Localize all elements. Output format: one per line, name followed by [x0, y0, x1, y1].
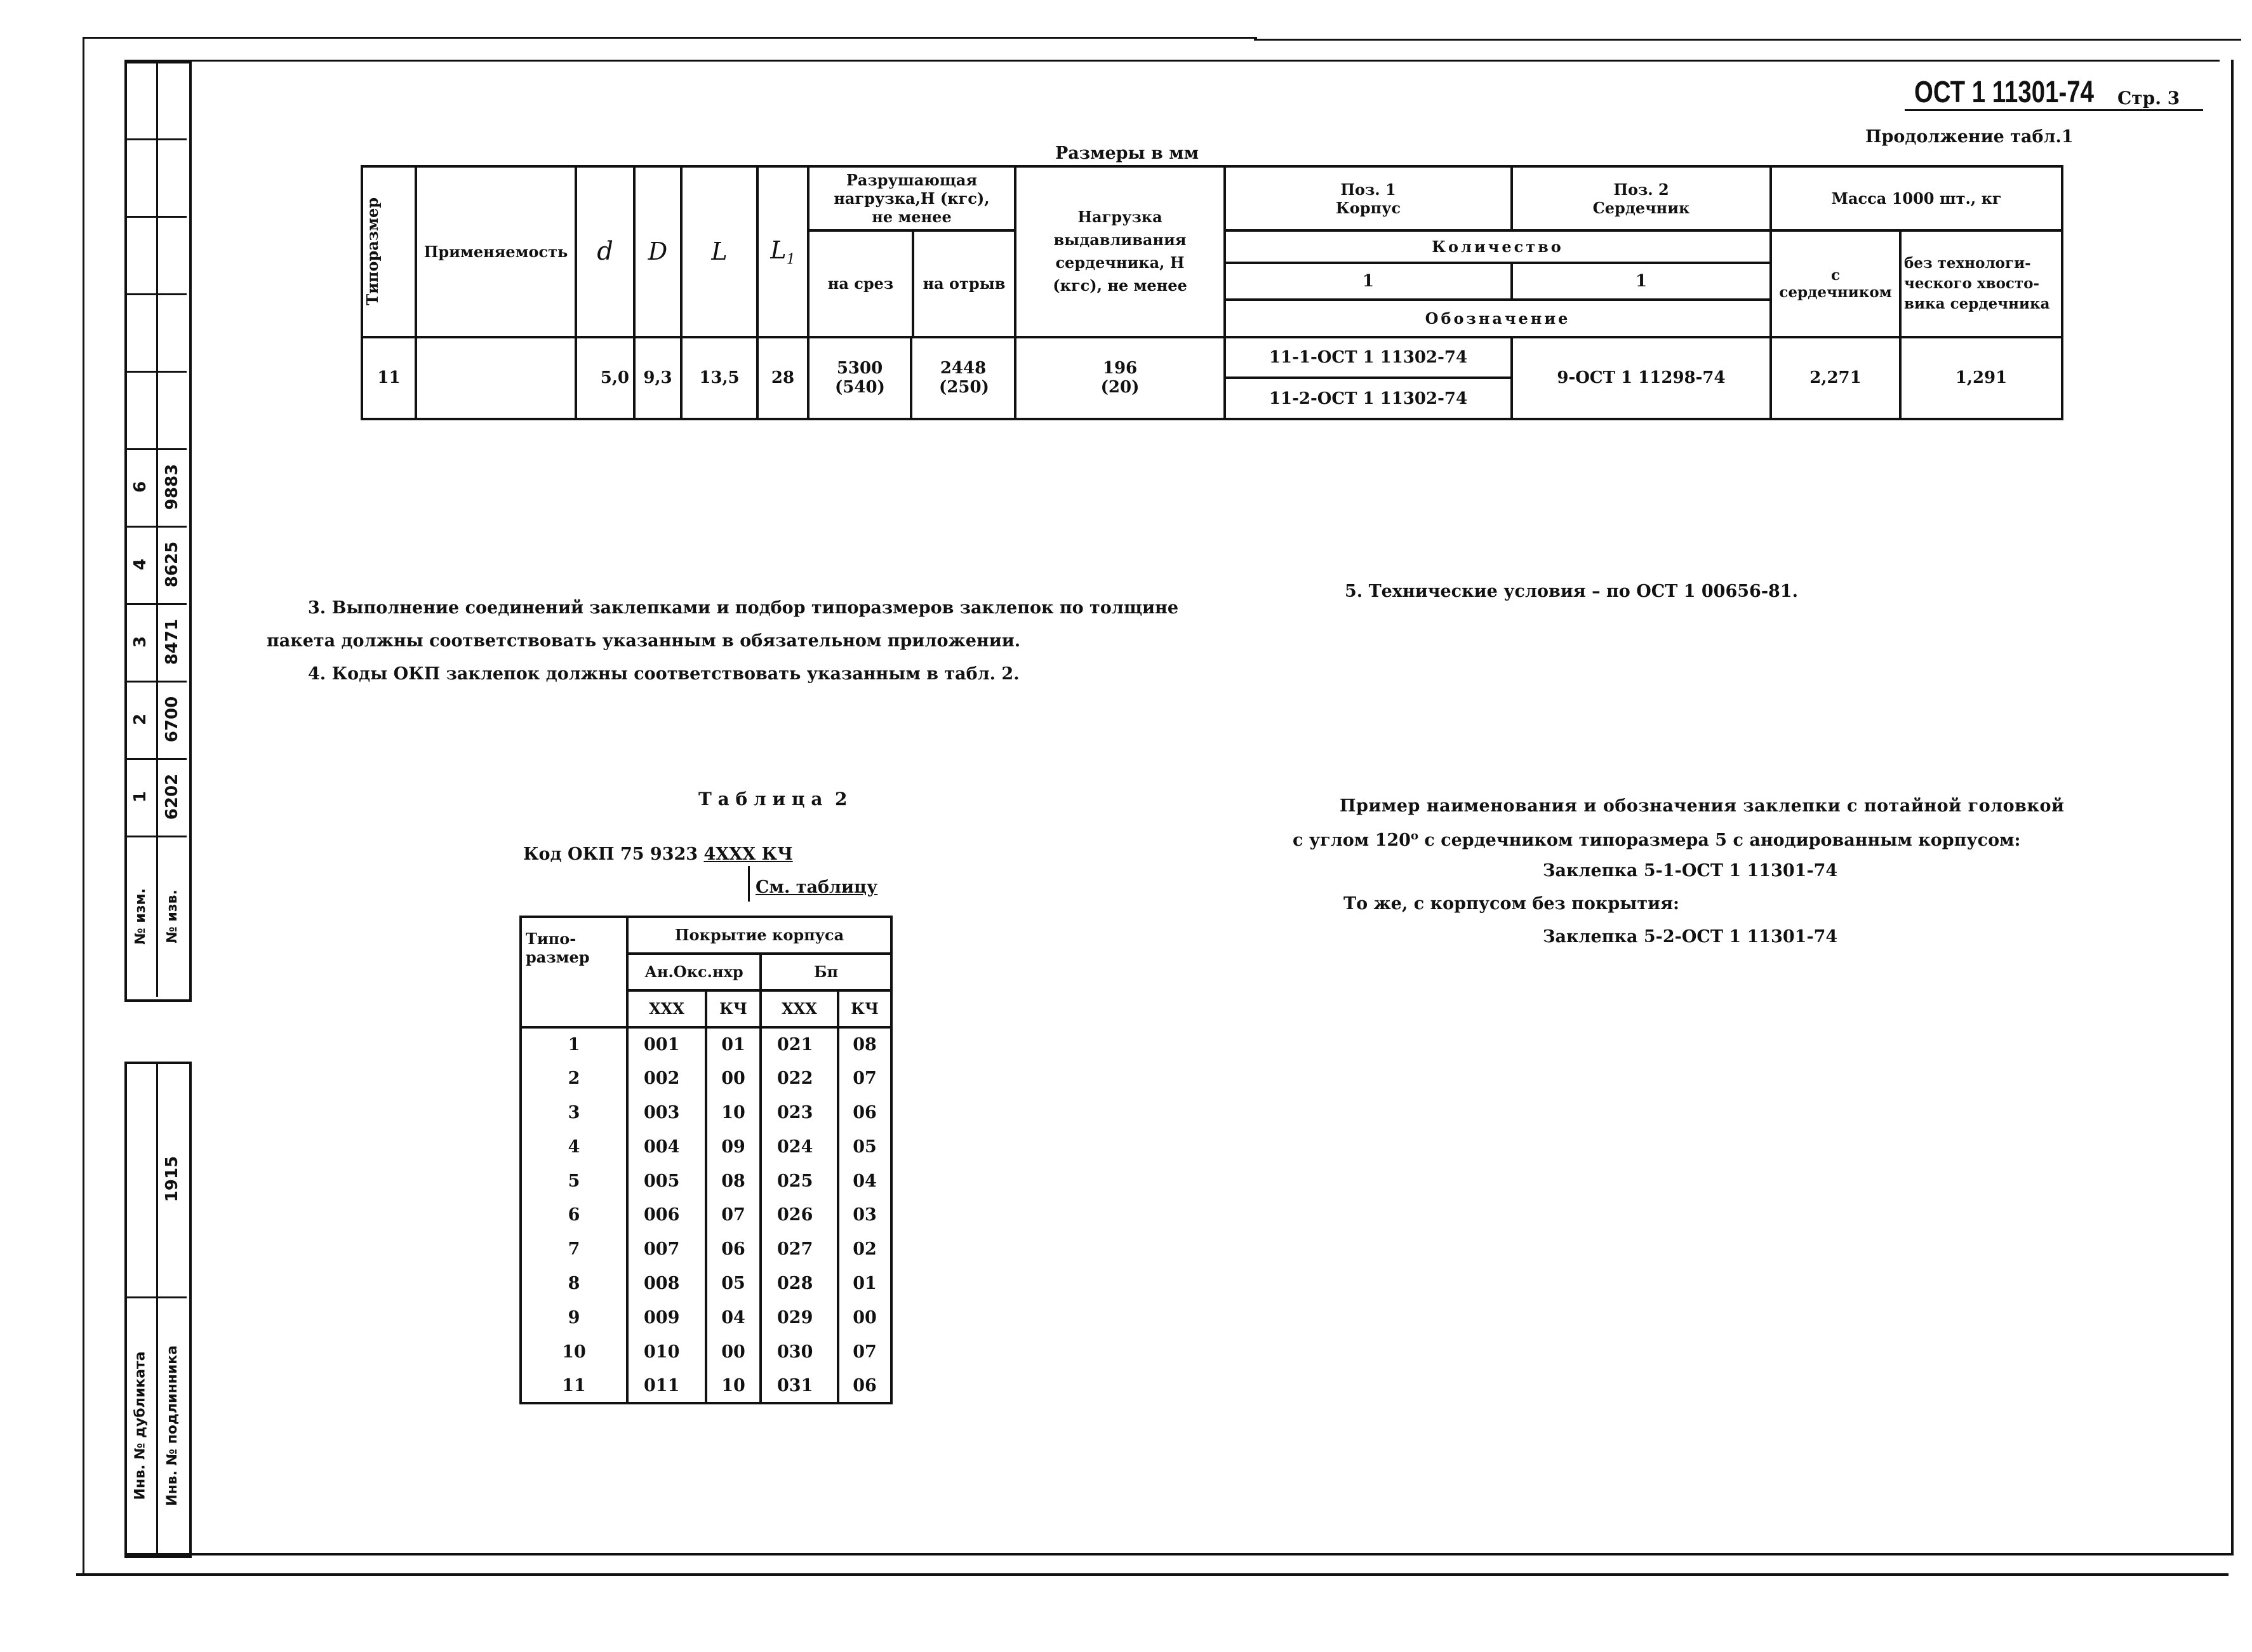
registry-row-line [124, 371, 187, 373]
change-doc: 6202 [163, 773, 182, 820]
okp-code-suffix: 4XXX КЧ [703, 844, 793, 864]
t2-cell-bp-xxx: 027 [761, 1232, 838, 1267]
t2-cell-an-kch: 05 [706, 1267, 761, 1301]
original-number-cell [158, 1062, 187, 1296]
col-tear-header: на отрыв [923, 274, 1006, 293]
t2-cell-bp-kch: 06 [838, 1096, 891, 1130]
t2-cell-bp-kch: 02 [838, 1232, 891, 1267]
example-line-2-a: с углом 120 [1293, 830, 1411, 850]
cell-push: 196 (20) [1015, 337, 1225, 419]
t2-cell-an-xxx: 001 [627, 1027, 706, 1062]
col-pos1-header: Поз. 1 Корпус [1225, 166, 1512, 230]
t2-cell-an-kch: 00 [706, 1335, 761, 1369]
change-doc-cell [158, 448, 187, 526]
t2-cell-an-xxx: 003 [627, 1096, 706, 1130]
change-izm: 6 [131, 481, 150, 493]
col-pos2-header: Поз. 2 Сердечник [1512, 166, 1771, 230]
cell-pos2: 9-ОСТ 1 11298-74 [1512, 337, 1771, 419]
table-row [521, 1267, 891, 1301]
izv-label-cell [158, 836, 187, 997]
change-izm: 4 [131, 558, 150, 571]
change-izm: 2 [131, 713, 150, 726]
dup-label-cell [124, 1298, 156, 1553]
t2-cell-an-xxx: 010 [627, 1335, 706, 1369]
table-row [521, 1096, 891, 1130]
example-line-5: Заклепка 5-2-ОСТ 1 11301-74 [1543, 927, 1838, 947]
cell-L1: 28 [757, 337, 808, 419]
t2-cell-bp-kch: 01 [838, 1267, 891, 1301]
t2-cell-bp-kch: 07 [838, 1335, 891, 1369]
frame-top-line-right [1254, 39, 2241, 41]
table-2-body [521, 1027, 891, 1403]
t2-cell-bp-kch: 08 [838, 1027, 891, 1062]
registry-row-line [124, 216, 187, 218]
break-sub-row [808, 230, 1015, 337]
change-doc-cell [158, 603, 187, 681]
cell-d: 5,0 [576, 337, 634, 419]
table-row [521, 1198, 891, 1232]
t2-cell-an-xxx: 008 [627, 1267, 706, 1301]
registry-row-line [124, 293, 187, 295]
change-doc: 6700 [163, 696, 182, 743]
t2-cell-bp-xxx: 031 [761, 1369, 838, 1403]
col-use-header: Применяемость [416, 166, 576, 337]
note-3-line-2: пакета должны соответствовать указанным в обязательном приложении. [267, 631, 1021, 651]
col-L1-header [757, 166, 808, 337]
okp-code [523, 844, 793, 864]
change-izm: 1 [131, 790, 150, 803]
example-line-4: То же, с корпусом без покрытия: [1343, 894, 1680, 914]
example-line-1: Пример наименования и обозначения заклепки с потайной головкой [1340, 796, 2065, 816]
t2-cell-an-xxx: 002 [627, 1062, 706, 1096]
t2-cell-an-kch: 08 [706, 1164, 761, 1198]
cell-tear: 2448 (250) [911, 337, 1015, 419]
t2-cell-bp-xxx: 023 [761, 1096, 838, 1130]
cell-mass-with: 2,271 [1771, 337, 1900, 419]
table-row [521, 1027, 891, 1062]
izm-label-cell [124, 836, 156, 997]
standard-underline [1905, 109, 2203, 111]
see-table-label: См. таблицу [756, 877, 878, 897]
cell-pos1-b: 11-2-ОСТ 1 11302-74 [1225, 378, 1512, 419]
t2-col-coating-header: Покрытие корпуса [627, 917, 891, 954]
change-izm-cell [124, 758, 156, 836]
t2-cell-size: 5 [521, 1164, 627, 1198]
note-5: 5. Технические условия – по ОСТ 1 00656-81. [1345, 582, 1798, 601]
cell-size: 11 [362, 337, 416, 419]
t2-cell-bp-kch: 00 [838, 1301, 891, 1335]
col-qty-header: Количество [1225, 230, 1771, 263]
t2-cell-bp-xxx: 029 [761, 1301, 838, 1335]
col-d-header: d [576, 166, 634, 337]
t2-cell-size: 10 [521, 1335, 627, 1369]
change-izm-cell [124, 526, 156, 603]
t2-cell-size: 4 [521, 1129, 627, 1164]
col-desig-header: Обозначение [1225, 300, 1771, 337]
change-doc: 8471 [163, 618, 182, 665]
t2-cell-an-kch: 06 [706, 1232, 761, 1267]
t2-cell-bp-xxx: 026 [761, 1198, 838, 1232]
t2-cell-an-kch: 07 [706, 1198, 761, 1232]
table-row [521, 1232, 891, 1267]
example-degree: о [1410, 829, 1418, 843]
orig-label-cell [158, 1298, 187, 1553]
note-4: 4. Коды ОКП заклепок должны соответствовать указанным в табл. 2. [308, 664, 1020, 684]
t2-cell-bp-xxx: 030 [761, 1335, 838, 1369]
t2-cell-size: 2 [521, 1062, 627, 1096]
col-with-core-header: с сердечником [1771, 230, 1900, 337]
continuation-label: Продолжение табл.1 [1865, 127, 2074, 147]
t2-cell-bp-kch: 03 [838, 1198, 891, 1232]
registry-row-line [124, 138, 187, 140]
change-izm-cell [124, 681, 156, 758]
frame-inner-bottom [124, 1553, 2234, 1555]
t2-cell-bp-kch: 07 [838, 1062, 891, 1096]
t2-cell-an-xxx: 005 [627, 1164, 706, 1198]
t2-cell-an-xxx: 004 [627, 1129, 706, 1164]
izv-label: № изв. [164, 889, 181, 943]
page-number: Стр. 3 [2117, 88, 2180, 109]
t2-col-xxx-2: XXX [761, 990, 838, 1027]
cell-L: 13,5 [681, 337, 757, 419]
t2-cell-size: 1 [521, 1027, 627, 1062]
t2-cell-bp-kch: 05 [838, 1129, 891, 1164]
table-2-title: Т а б л и ц а 2 [698, 789, 848, 809]
col-mass-header: Масса 1000 шт., кг [1771, 166, 2062, 230]
t2-col-kch-2: КЧ [838, 990, 891, 1027]
orig-label: Инв. № подлинника [164, 1345, 181, 1506]
t2-cell-an-xxx: 009 [627, 1301, 706, 1335]
col-L1-subscript: 1 [786, 251, 796, 268]
change-izm-cell [124, 448, 156, 526]
original-number: 1915 [163, 1156, 182, 1202]
change-doc: 9883 [163, 463, 182, 510]
dup-label: Инв. № дубликата [132, 1351, 149, 1500]
cell-shear: 5300 (540) [808, 337, 911, 419]
t2-col-kch-1: КЧ [706, 990, 761, 1027]
col-break-header: Разрушающая нагрузка,Н (кгс), не менее [808, 166, 1015, 230]
table-1 [361, 165, 2063, 420]
cell-pos1-a: 11-1-ОСТ 1 11302-74 [1225, 337, 1512, 378]
t2-cell-size: 8 [521, 1267, 627, 1301]
izm-label: № изм. [132, 888, 149, 945]
change-izm-cell [124, 603, 156, 681]
table-row [521, 1164, 891, 1198]
frame-inner-top [124, 60, 2220, 62]
t2-cell-an-kch: 04 [706, 1301, 761, 1335]
t2-col-an-header: Ан.Окс.нхр [627, 954, 761, 990]
t2-cell-an-kch: 09 [706, 1129, 761, 1164]
frame-inner-right [2231, 60, 2234, 1555]
frame-bottom-line [76, 1573, 2229, 1576]
cell-mass-without: 1,291 [1900, 337, 2062, 419]
t2-col-size-header: Типо-размер [521, 917, 627, 1027]
t2-cell-bp-kch: 04 [838, 1164, 891, 1198]
t2-cell-size: 3 [521, 1096, 627, 1130]
t2-col-bp-header: Бп [761, 954, 891, 990]
standard-number: ОСТ 1 11301-74 [1914, 76, 2094, 109]
change-izm: 3 [131, 636, 150, 648]
t2-cell-bp-xxx: 028 [761, 1267, 838, 1301]
change-doc-cell [158, 758, 187, 836]
table-row [521, 1301, 891, 1335]
t2-col-xxx-1: XXX [627, 990, 706, 1027]
example-line-2-b: с сердечником типоразмера 5 с анодированным корпусом: [1418, 830, 2021, 850]
t2-cell-an-xxx: 011 [627, 1369, 706, 1403]
dims-note: Размеры в мм [1055, 143, 1199, 163]
okp-code-bracket-v [748, 866, 750, 902]
col-L1-letter: L [770, 236, 787, 264]
note-3-line-1: 3. Выполнение соединений заклепками и подбор типоразмеров заклепок по толщине [308, 598, 1179, 618]
cell-use [416, 337, 576, 419]
table-2 [519, 916, 893, 1404]
table-row [521, 1369, 891, 1403]
table-row [521, 1335, 891, 1369]
t2-cell-bp-xxx: 024 [761, 1129, 838, 1164]
okp-code-prefix: Код ОКП 75 9323 [523, 844, 704, 864]
t2-cell-size: 6 [521, 1198, 627, 1232]
t2-cell-an-kch: 10 [706, 1369, 761, 1403]
example-line-3: Заклепка 5-1-ОСТ 1 11301-74 [1543, 861, 1838, 881]
frame-top-line [83, 37, 1257, 39]
break-subtable [810, 232, 1014, 336]
t2-cell-an-xxx: 007 [627, 1232, 706, 1267]
qty-pos1: 1 [1225, 263, 1512, 300]
col-shear-header: на срез [810, 232, 913, 336]
qty-pos2: 1 [1512, 263, 1771, 300]
t2-cell-bp-xxx: 022 [761, 1062, 838, 1096]
col-without-header: без технологи-ческого хвосто-вика сердечника [1900, 230, 2062, 337]
col-push-header: Нагрузка выдавливания сердечника, Н (кгс), не менее [1015, 166, 1225, 337]
change-doc: 8625 [163, 541, 182, 588]
example-line-2 [1293, 829, 2021, 850]
col-L-header: L [681, 166, 757, 337]
frame-left-line [83, 37, 84, 1573]
table-row [521, 1062, 891, 1096]
t2-cell-an-kch: 10 [706, 1096, 761, 1130]
change-doc-cell [158, 681, 187, 758]
t2-cell-bp-xxx: 025 [761, 1164, 838, 1198]
t2-cell-bp-xxx: 021 [761, 1027, 838, 1062]
col-size-header: Типоразмер [362, 166, 416, 337]
change-doc-cell [158, 526, 187, 603]
t2-cell-an-kch: 01 [706, 1027, 761, 1062]
t2-cell-an-kch: 00 [706, 1062, 761, 1096]
t2-cell-size: 11 [521, 1369, 627, 1403]
t2-cell-size: 9 [521, 1301, 627, 1335]
table-row [521, 1129, 891, 1164]
col-D-header: D [634, 166, 681, 337]
t2-cell-bp-kch: 06 [838, 1369, 891, 1403]
cell-D: 9,3 [634, 337, 681, 419]
t2-cell-size: 7 [521, 1232, 627, 1267]
t2-cell-an-xxx: 006 [627, 1198, 706, 1232]
